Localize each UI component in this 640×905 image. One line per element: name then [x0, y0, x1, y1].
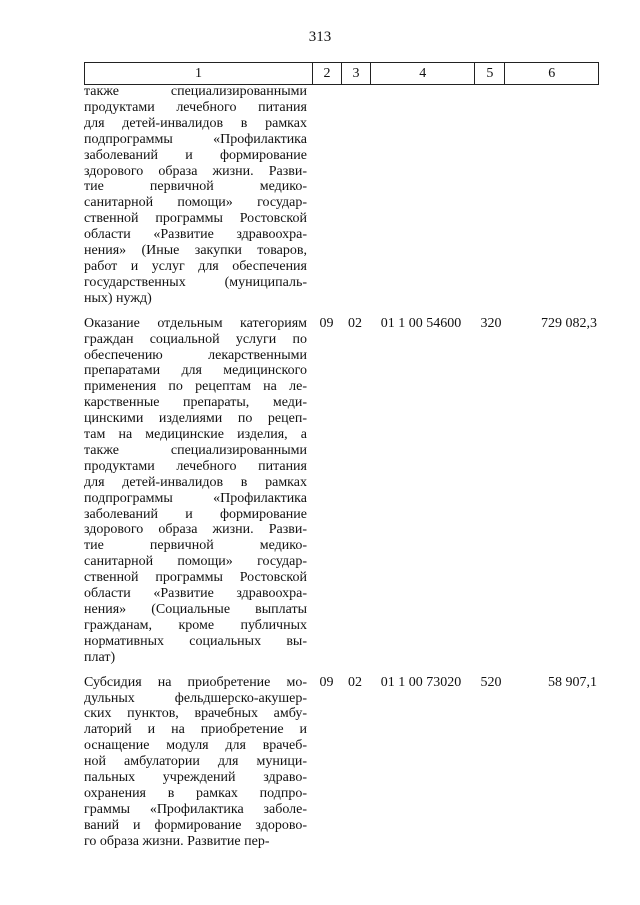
description-line: ной амбулатории для муници-	[84, 754, 307, 770]
subsection-code: 02	[348, 674, 362, 690]
description-line: также специализированными	[84, 442, 307, 458]
description-line: ственной программы Ростовской	[84, 211, 307, 227]
description-line: тие первичной медико-	[84, 538, 307, 554]
description-line: ских пунктов, врачебных амбу-	[84, 706, 307, 722]
description-line: нения» (Социальные выплаты	[84, 602, 307, 617]
column-header-3: 3	[342, 63, 371, 84]
description-line: продуктами лечебного питания	[84, 99, 307, 115]
description-line: государственных (муниципаль-	[84, 274, 307, 290]
description-line: плат)	[84, 649, 116, 665]
description-line: тие первичной медико-	[84, 179, 307, 195]
table-header	[84, 62, 599, 85]
description-line: пальных учреждений здраво-	[84, 770, 307, 786]
description-line: заболеваний и формирование	[84, 506, 307, 522]
description-line: ственной программы Ростовской	[84, 570, 307, 586]
description-line: Оказание отдельным категориям	[84, 315, 307, 331]
description-line: Субсидия на приобретение мо-	[84, 674, 307, 690]
table-body	[84, 84, 599, 859]
expense-type-code	[474, 84, 508, 307]
expense-type-code: 520	[480, 674, 502, 690]
description-line: санитарной помощи» государ-	[84, 554, 307, 570]
description-line: охранения в рамках подпро-	[84, 785, 307, 801]
description-line: граждан социальной услуги по	[84, 331, 307, 347]
description-line: применения по рецептам на ле-	[84, 379, 307, 395]
section-code	[307, 84, 342, 307]
section-code: 09	[319, 674, 334, 690]
description-line: препаратами для медицинского	[84, 363, 307, 379]
subsection-code	[342, 84, 368, 307]
description-line: цинскими изделиями по рецеп-	[84, 411, 307, 427]
description-line: ных) нужд)	[84, 290, 152, 306]
row-description	[84, 84, 307, 307]
description-line: подпрограммы «Профилактика	[84, 131, 307, 147]
table-row	[84, 675, 599, 850]
amount-value: 729 082,3	[541, 315, 597, 331]
target-article-code: 01 1 00 73020	[380, 674, 462, 690]
description-line: латорий и на приобретение и	[84, 722, 307, 738]
description-line: здорового образа жизни. Разви-	[84, 163, 307, 179]
description-line: здорового образа жизни. Разви-	[84, 522, 307, 538]
description-line: там на медицинские изделия, а	[84, 427, 307, 443]
description-line: области «Развитие здравоохра-	[84, 227, 307, 243]
description-line: нормативных социальных вы-	[84, 633, 307, 649]
expense-type-code: 320	[480, 315, 502, 331]
column-header-2: 2	[313, 63, 342, 84]
description-line: оснащение модуля для врачеб-	[84, 738, 307, 754]
description-line: дульных фельдшерско-акушер-	[84, 690, 307, 706]
row-description	[84, 675, 307, 850]
page-number: 313	[308, 29, 332, 45]
description-line: нения» (Иные закупки товаров,	[84, 243, 307, 259]
row-description	[84, 316, 307, 666]
description-line: продуктами лечебного питания	[84, 458, 307, 474]
column-header-1: 1	[85, 63, 313, 84]
subsection-code: 02	[348, 315, 362, 331]
description-line: подпрограммы «Профилактика	[84, 490, 307, 506]
target-article-code: 01 1 00 54600	[380, 315, 462, 331]
description-line: ваний и формирование здорово-	[84, 817, 307, 833]
description-line: для детей-инвалидов в рамках	[84, 474, 307, 490]
description-line: также специализированными	[84, 84, 307, 99]
column-header-4: 4	[371, 63, 476, 84]
section-code: 09	[319, 315, 334, 331]
column-header-5: 5	[475, 63, 505, 84]
description-line: граммы «Профилактика заболе-	[84, 801, 307, 817]
amount-value	[508, 84, 599, 307]
column-header-6: 6	[548, 65, 556, 81]
description-line: области «Развитие здравоохра-	[84, 586, 307, 602]
target-article-code	[368, 84, 474, 307]
table-row	[84, 84, 599, 307]
description-line: го образа жизни. Развитие пер-	[84, 833, 270, 849]
amount-value: 58 907,1	[548, 674, 597, 690]
table-row	[84, 316, 599, 666]
description-line: обеспечению лекарственными	[84, 347, 307, 363]
description-line: заболеваний и формирование	[84, 147, 307, 163]
description-line: гражданам, кроме публичных	[84, 617, 307, 633]
description-line: санитарной помощи» государ-	[84, 195, 307, 211]
description-line: работ и услуг для обеспечения	[84, 258, 307, 274]
description-line: для детей-инвалидов в рамках	[84, 115, 307, 131]
description-line: карственные препараты, меди-	[84, 395, 307, 411]
